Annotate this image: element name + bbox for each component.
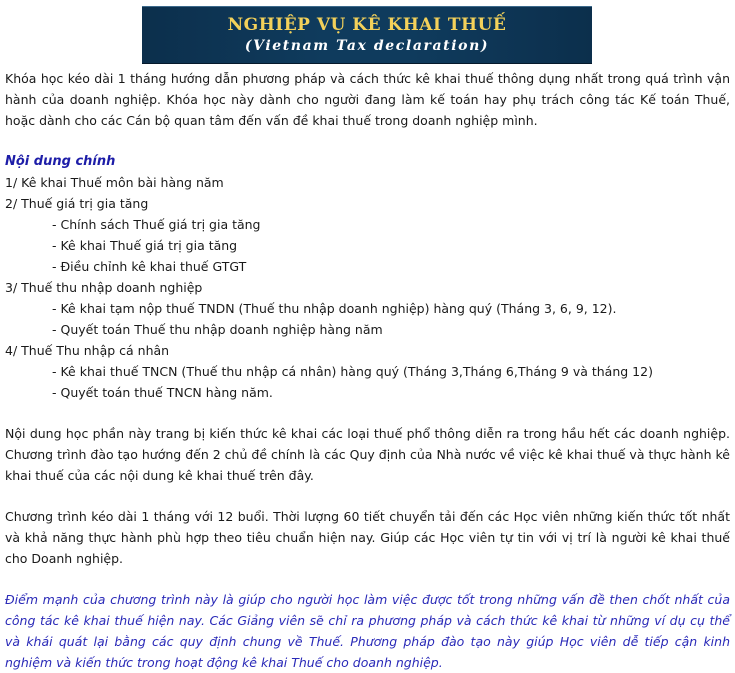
section-title: 3/ Thuế thu nhập doanh nghiệp: [5, 280, 203, 295]
spacer: [5, 403, 730, 423]
spacer: [5, 131, 730, 151]
header-banner: [142, 6, 592, 64]
section-item: - Chính sách Thuế giá trị gia tăng: [52, 217, 261, 232]
highlight-paragraph: Điểm mạnh của chương trình này là giúp cho người học làm việc được tốt trong những vấn đề then chốt nhất của công tác kê khai thuế hiện nay. Các Giảng viên sẽ chỉ ra phương pháp và cách thức kê khai từ những ví dụ cụ thể và khái quát lại bằng các quy định chung về Thuế. Phương pháp đào tạo này giúp Học viên dễ tiếp cận kinh nghiệm và kiến thức trong hoạt động kê khai Thuế cho doanh nghiệp.: [5, 592, 730, 670]
banner-title: NGHIỆP VỤ KÊ KHAI THUẾ: [227, 15, 507, 35]
intro-paragraph: Khóa học kéo dài 1 tháng hướng dẫn phương pháp và cách thức kê khai thuế thông dụng nhất trong quá trình vận hành của doanh nghiệp. Khóa học này dành cho người đang làm kế toán hay phụ trách công tác Kế toán Thuế, hoặc dành cho các Cán bộ quan tâm đến vấn đề khai thuế trong doanh nghiệp mình.: [5, 71, 730, 128]
spacer: [5, 569, 730, 589]
section-item: - Quyết toán Thuế thu nhập doanh nghiệp hàng năm: [52, 322, 383, 337]
section-title: 1/ Kê khai Thuế môn bài hàng năm: [5, 175, 224, 190]
banner-subtitle: (Vietnam Tax declaration): [244, 38, 490, 54]
section-item: - Kê khai thuế TNCN (Thuế thu nhập cá nhân) hàng quý (Tháng 3,Tháng 6,Tháng 9 và tháng 12): [52, 364, 653, 379]
section-item: - Quyết toán thuế TNCN hàng năm.: [52, 385, 273, 400]
section-item: - Kê khai tạm nộp thuế TNDN (Thuế thu nhập doanh nghiệp) hàng quý (Tháng 3, 6, 9, 12).: [52, 301, 617, 316]
paragraph-schedule: Chương trình kéo dài 1 tháng với 12 buổi. Thời lượng 60 tiết chuyển tải đến các Học viên những kiến thức tốt nhất và khả năng thực hành phù hợp theo tiêu chuẩn hiện nay. Giúp các Học viên tự tin với vị trí là người kê khai thuế cho Doanh nghiệp.: [5, 509, 730, 566]
section-item: - Điều chỉnh kê khai thuế GTGT: [52, 259, 247, 274]
spacer: [5, 486, 730, 506]
main-content-heading: Nội dung chính: [5, 154, 116, 169]
section-title: 4/ Thuế Thu nhập cá nhân: [5, 343, 170, 358]
paragraph-curriculum: Nội dung học phần này trang bị kiến thức kê khai các loại thuế phổ thông diễn ra trong hầu hết các doanh nghiệp. Chương trình đào tạo hướng đến 2 chủ đề chính là các Quy định của Nhà nước về việc kê khai thuế và thực hành kê khai thuế của các nội dung kê khai thuế trên đây.: [5, 426, 730, 483]
section-title: 2/ Thuế giá trị gia tăng: [5, 196, 149, 211]
section-item: - Kê khai Thuế giá trị gia tăng: [52, 238, 238, 253]
article-content: [5, 68, 730, 673]
